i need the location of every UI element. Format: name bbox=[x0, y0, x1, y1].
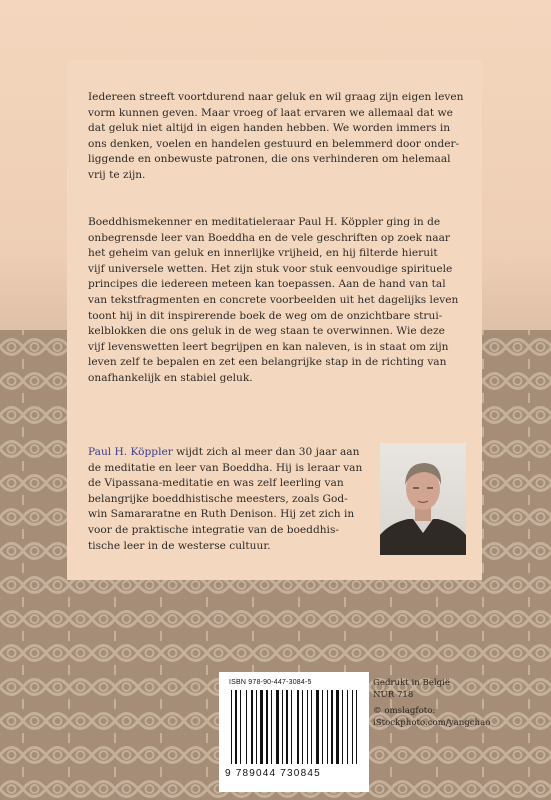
text-line: leven zelf te bepalen en zet een belangrijke stap in de richting van bbox=[88, 356, 447, 369]
photo-credit-source: iStockphoto.com/yangchao bbox=[373, 717, 491, 728]
imprint bbox=[373, 678, 543, 729]
author-portrait-icon bbox=[380, 443, 466, 555]
printed-in: Gedrukt in België bbox=[373, 678, 450, 688]
barcode-bars bbox=[229, 690, 359, 768]
text-line bbox=[88, 445, 366, 461]
text-line: ons denken, voelen en handelen gestuurd en belemmerd door onder- bbox=[88, 137, 460, 150]
text-line: de Vipassana-meditatie en was zelf leerling van bbox=[88, 477, 344, 490]
author-bio bbox=[88, 445, 366, 554]
bio-text: wijdt zich al meer dan 30 jaar aan bbox=[172, 446, 360, 458]
text-line: voor de praktische integratie van de boeddhis- bbox=[88, 523, 339, 536]
text-line: vijf levenswetten leert begrijpen en kan naleven, is in staat om zijn bbox=[88, 340, 449, 353]
text-line: toont hij in dit inspirerende boek de weg om de onzichtbare strui- bbox=[88, 309, 443, 322]
text-line: het geheim van geluk en innerlijke vrijheid, en hij filterde hieruit bbox=[88, 247, 438, 260]
isbn-label: ISBN 978-90-447-3084-5 bbox=[229, 679, 312, 686]
author-photo bbox=[380, 443, 466, 555]
text-line: dat geluk niet altijd in eigen handen hebben. We worden immers in bbox=[88, 122, 451, 135]
text-line: kelblokken die ons geluk in de weg staan te overwinnen. Wie deze bbox=[88, 325, 445, 338]
text-line: win Samararatne en Ruth Denison. Hij zet zich in bbox=[88, 508, 355, 521]
text-line: vijf universele wetten. Het zijn stuk voor stuk eenvoudige spirituele bbox=[88, 262, 453, 275]
barcode-digits: 9 789044 730845 bbox=[225, 768, 321, 779]
text-line: van tekstfragmenten en concrete voorbeelden uit het dagelijks leven bbox=[88, 293, 459, 306]
barcode bbox=[219, 672, 369, 792]
description-paragraph bbox=[88, 215, 468, 387]
text-line: de meditatie en leer van Boeddha. Hij is leraar van bbox=[88, 461, 363, 474]
text-line: vrij te zijn. bbox=[88, 168, 146, 181]
text-line: vorm kunnen geven. Maar vroeg of laat ervaren we allemaal dat we bbox=[88, 106, 453, 119]
photo-credit: © omslagfoto: bbox=[373, 706, 436, 716]
text-line: onafhankelijk en stabiel geluk. bbox=[88, 371, 253, 384]
text-line: principes die iedereen meteen kan toepassen. Aan de hand van tal bbox=[88, 278, 446, 291]
author-name: Paul H. Köppler bbox=[88, 446, 173, 458]
text-line: onbegrensde leer van Boeddha en de vele geschriften op zoek naar bbox=[88, 231, 450, 244]
text-line: liggende en onbewuste patronen, die ons verhinderen om helemaal bbox=[88, 153, 451, 166]
nur-code: NUR 718 bbox=[373, 689, 414, 700]
text-line: Iedereen streeft voortdurend naar geluk en wil graag zijn eigen leven bbox=[88, 91, 464, 103]
text-line: tische leer in de westerse cultuur. bbox=[88, 539, 271, 552]
text-line: Boeddhismekenner en meditatieleraar Paul H. Köppler ging in de bbox=[88, 216, 441, 228]
intro-paragraph bbox=[88, 90, 468, 184]
text-line: belangrijke boeddhistische meesters, zoals God- bbox=[88, 492, 348, 505]
